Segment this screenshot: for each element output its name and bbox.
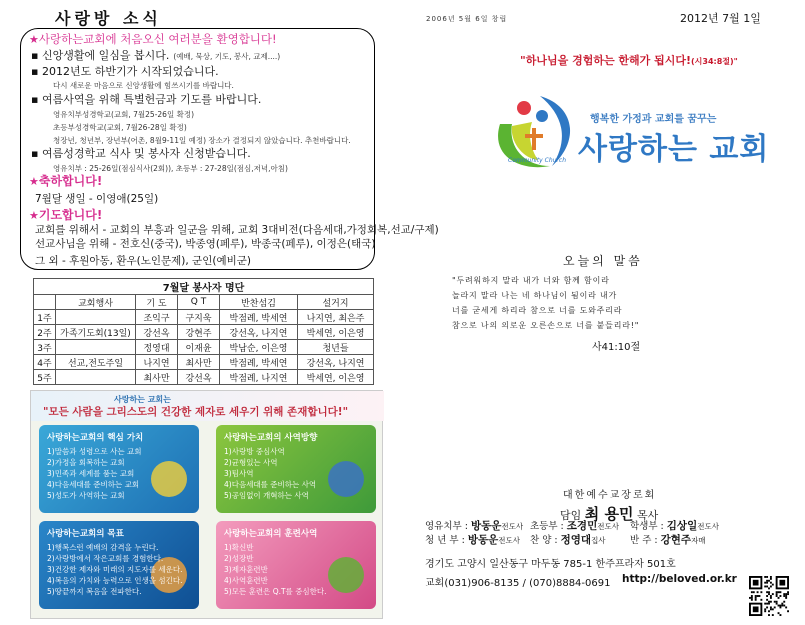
news-line: 초등부성경학교(교회, 7월26-28일 확정) (53, 123, 187, 132)
qr-code-icon[interactable] (749, 576, 789, 616)
news-headline: 사랑하는교회에 처음오신 여러분을 환영합니다! (38, 32, 277, 46)
card-illustration-icon (328, 557, 364, 593)
staff-name: 방동운 (467, 534, 499, 546)
card-title: 사랑하는교회의 핵심 가치 (47, 433, 144, 443)
news-heading: 기도합니다! (38, 208, 103, 222)
news-item-text: 신앙생활에 일심을 봅시다. (41, 49, 170, 62)
table-row (34, 370, 374, 385)
card-illustration-icon (151, 461, 187, 497)
staff-role: 초등부 (530, 521, 558, 532)
table-row (34, 340, 374, 355)
verse-line: 너를 굳세게 하리라 참으로 너를 도와주리라 (452, 306, 623, 315)
card-item: 4)다음세대를 준비하는 교회 (47, 480, 140, 489)
staff-role: 반 주 (630, 535, 652, 546)
star-icon: ★ (29, 33, 39, 46)
card-item: 4)복음의 가치와 능력으로 인생을 섬긴다. (47, 576, 183, 585)
church-address: 경기도 고양시 일산동구 마두동 785-1 한주프라자 501호 (425, 559, 676, 570)
yearly-verse-headline (520, 52, 738, 68)
news-item-text: 2012년도 하반기가 시작되었습니다. (41, 65, 219, 78)
staff-entry (630, 532, 706, 547)
card-title: 사랑하는교회의 사역방향 (224, 433, 318, 443)
card-item: 1)확신반 (224, 543, 254, 552)
verse-line: 참으로 나의 의로운 오른손으로 너를 붙들리라!" (452, 321, 640, 330)
table-header-cell: 반찬섬김 (220, 295, 298, 310)
table-cell: 선교,전도주일 (56, 355, 136, 370)
staff-title: 전도사 (501, 522, 524, 531)
table-header-row (34, 295, 374, 310)
verse-line: "두려워하지 말라 내가 너와 함께 함이라 (452, 276, 610, 285)
table-cell: 강선옥 (136, 325, 178, 340)
pastor-label: 담임 (560, 509, 582, 522)
card-item: 4)사역훈련반 (224, 576, 268, 585)
staff-entry (630, 518, 719, 533)
table-cell: 이재윤 (178, 340, 220, 355)
news-heading: 축하합니다! (38, 174, 103, 188)
poster-card (39, 425, 199, 513)
news-line: 청장년, 청년부, 장년부(어촌, 8월9-11일 예정) 장소가 결정되지 않았습니다. 추천바랍니다. (53, 136, 351, 145)
yearly-verse-ref: (시34:8절)" (691, 57, 738, 66)
news-line (31, 147, 251, 160)
poster-card (39, 521, 199, 609)
denomination: 대한예수교장로회 (563, 490, 657, 501)
table-cell: 박세연, 이은영 (298, 370, 374, 385)
staff-title: 자매 (691, 536, 706, 545)
card-item: 1)사랑방 중심사역 (224, 447, 285, 456)
news-item-note: (예배, 묵상, 기도, 봉사, 교제....) (173, 52, 281, 61)
volunteer-table (33, 278, 374, 385)
poster-card (216, 521, 376, 609)
news-line: 영유치부성경학교(교회, 7월25-26일 확정) (53, 110, 194, 119)
news-item-text: 여름성경학교 식사 및 봉사자 신청받습니다. (41, 147, 251, 160)
table-cell: 4주 (34, 355, 56, 370)
table-cell: 박점례, 박세연 (220, 310, 298, 325)
table-cell: 나지연, 최은주 (298, 310, 374, 325)
star-icon: ★ (29, 175, 39, 188)
founded-date: 2006년 5월 6일 창립 (426, 15, 508, 23)
bullet-icon: ▪ (31, 93, 42, 106)
table-cell: 최사만 (178, 355, 220, 370)
news-line: 다시 새로운 마음으로 신앙생활에 힘쓰시기를 바랍니다. (53, 81, 234, 90)
table-cell: 박남순, 이은영 (220, 340, 298, 355)
card-item: 4)다음세대를 준비하는 사역 (224, 480, 317, 489)
card-item: 2)가정을 회복하는 교회 (47, 458, 125, 467)
staff-sep: : (458, 535, 468, 546)
table-cell: 가족기도회(13일) (56, 325, 136, 340)
news-line: 선교사님을 위해 - 전호신(중국), 박종영(페루), 박종국(페루), 이정은(태국) (35, 238, 376, 250)
table-cell (56, 340, 136, 355)
table-cell: 강선옥, 나지연 (298, 355, 374, 370)
table-cell: 강선옥 (178, 370, 220, 385)
bullet-icon: ▪ (31, 49, 42, 62)
card-item: 2)균형있는 사역 (224, 458, 278, 467)
issue-date: 2012년 7월 1일 (680, 12, 761, 25)
table-header-cell: 설거지 (298, 295, 374, 310)
news-box (20, 28, 439, 270)
star-icon: ★ (29, 209, 39, 222)
table-cell: 최사만 (136, 370, 178, 385)
staff-sep: : (461, 521, 471, 532)
staff-title: 집사 (591, 536, 606, 545)
staff-role: 영유치부 (425, 521, 462, 532)
church-website-link[interactable]: http://beloved.or.kr (622, 573, 737, 585)
table-cell (56, 370, 136, 385)
bullet-icon: ▪ (31, 65, 42, 78)
table-cell: 박점례, 나지연 (220, 370, 298, 385)
yearly-verse-text: "하나님을 경험하는 한해가 됩시다! (520, 54, 691, 67)
pastor-title: 목사 (636, 509, 659, 522)
news-line: 영유치부 : 25-26일(점심식사(2회)), 초등부 : 27-28일(점심,저녁,아침) (53, 164, 288, 173)
table-row (34, 325, 374, 340)
table-caption-row (34, 279, 374, 295)
staff-sep: : (557, 521, 567, 532)
table-header-cell: 교회행사 (56, 295, 136, 310)
news-line: 7월달 생일 - 이영애(25일) (35, 193, 159, 205)
poster-slogan: "모든 사람을 그리스도의 건강한 제자로 세우기 위해 존재합니다!" (43, 406, 349, 418)
staff-entry (530, 532, 606, 547)
news-line (29, 209, 102, 222)
staff-name: 방동운 (470, 520, 502, 532)
staff-title: 전도사 (697, 522, 719, 531)
staff-role: 학생부 (630, 521, 658, 532)
card-item: 3)제자훈련반 (224, 565, 268, 574)
table-cell: 박점례, 박세연 (220, 355, 298, 370)
staff-sep: : (651, 535, 661, 546)
staff-entry (530, 518, 619, 533)
news-line (31, 93, 261, 106)
vision-poster (30, 390, 383, 619)
todays-verse-ref: 사41:10절 (592, 342, 641, 353)
staff-name: 김상일 (666, 520, 698, 532)
card-item: 3)민족과 세계를 품는 교회 (47, 469, 135, 478)
logo-community-church: Community Church (508, 157, 566, 164)
staff-role: 찬 양 (530, 535, 552, 546)
news-section-title: 사랑방 소식 (55, 9, 162, 28)
table-cell: 3주 (34, 340, 56, 355)
card-item: 2)사랑방에서 작은교회를 경험한다. (47, 554, 164, 563)
card-item: 5)땅끝까지 복음을 전파한다. (47, 587, 142, 596)
card-item: 1)말씀과 성령으로 사는 교회 (47, 447, 142, 456)
table-header-cell (34, 295, 56, 310)
card-item: 2)성장반 (224, 554, 254, 563)
news-line (31, 65, 219, 78)
staff-name: 강현주 (660, 534, 692, 546)
logo-church-name: 사랑하는 교회 (578, 132, 770, 167)
table-header-cell: Q T (178, 295, 220, 310)
table-cell: 2주 (34, 325, 56, 340)
table-cell: 강선옥, 나지연 (220, 325, 298, 340)
staff-title: 전도사 (498, 536, 521, 545)
table-cell: 강현주 (178, 325, 220, 340)
staff-title: 전도사 (597, 522, 619, 531)
news-item-text: 여름사역을 위해 특별헌금과 기도를 바랍니다. (41, 93, 262, 106)
poster-org: 사랑하는 교회는 (114, 395, 171, 404)
card-item: 5)성도가 사역하는 교회 (47, 491, 125, 500)
card-title: 사랑하는교회의 목표 (47, 529, 124, 539)
news-line (29, 33, 277, 46)
table-cell (56, 310, 136, 325)
table-caption: 7월달 봉사자 명단 (34, 279, 374, 295)
news-line (31, 49, 280, 63)
news-line (29, 175, 102, 188)
table-cell: 5주 (34, 370, 56, 385)
staff-name: 조경민 (566, 520, 598, 532)
staff-name: 정영대 (560, 534, 592, 546)
table-row (34, 310, 374, 325)
table-cell: 나지연 (136, 355, 178, 370)
todays-word-title: 오늘의 말씀 (563, 254, 643, 268)
staff-entry (425, 532, 520, 547)
table-cell: 청년들 (298, 340, 374, 355)
church-phone: 교회(031)906-8135 / (070)8884-0691 (425, 578, 611, 589)
news-line: 그 외 - 후원아동, 환우(노인문제), 군인(예비군) (35, 255, 251, 267)
table-cell: 조익구 (136, 310, 178, 325)
table-cell: 박세연, 이은영 (298, 325, 374, 340)
table-cell: 1주 (34, 310, 56, 325)
card-item: 3)건강한 제자와 미래의 지도자를 세운다. (47, 565, 183, 574)
card-illustration-icon (328, 461, 364, 497)
table-cell: 구지욱 (178, 310, 220, 325)
logo-tagline: 행복한 가정과 교회를 꿈꾸는 (590, 114, 717, 125)
card-item: 5)공임없이 개혁하는 사역 (224, 491, 309, 500)
staff-sep: : (551, 535, 561, 546)
pastor-name: 최 용민 (584, 505, 634, 523)
card-item: 5)모든 훈련은 Q.T를 중심한다. (224, 587, 327, 596)
poster-card (216, 425, 376, 513)
staff-sep: : (657, 521, 667, 532)
staff-role: 청 년 부 (425, 535, 459, 546)
news-line: 교회를 위해서 - 교회의 부흥과 일군을 위해, 교회 3대비전(다음세대,가정회복,선교/구제) (35, 224, 439, 236)
card-item: 3)팀사역 (224, 469, 254, 478)
table-row (34, 355, 374, 370)
table-header-cell: 기 도 (136, 295, 178, 310)
verse-line: 놀라지 말라 나는 네 하나님이 됨이라 내가 (452, 291, 618, 300)
table-cell: 정영대 (136, 340, 178, 355)
card-item: 1)행복스런 예배의 감격을 누린다. (47, 543, 159, 552)
card-title: 사랑하는교회의 훈련사역 (224, 529, 318, 539)
bullet-icon: ▪ (31, 147, 42, 160)
staff-entry (425, 518, 523, 533)
